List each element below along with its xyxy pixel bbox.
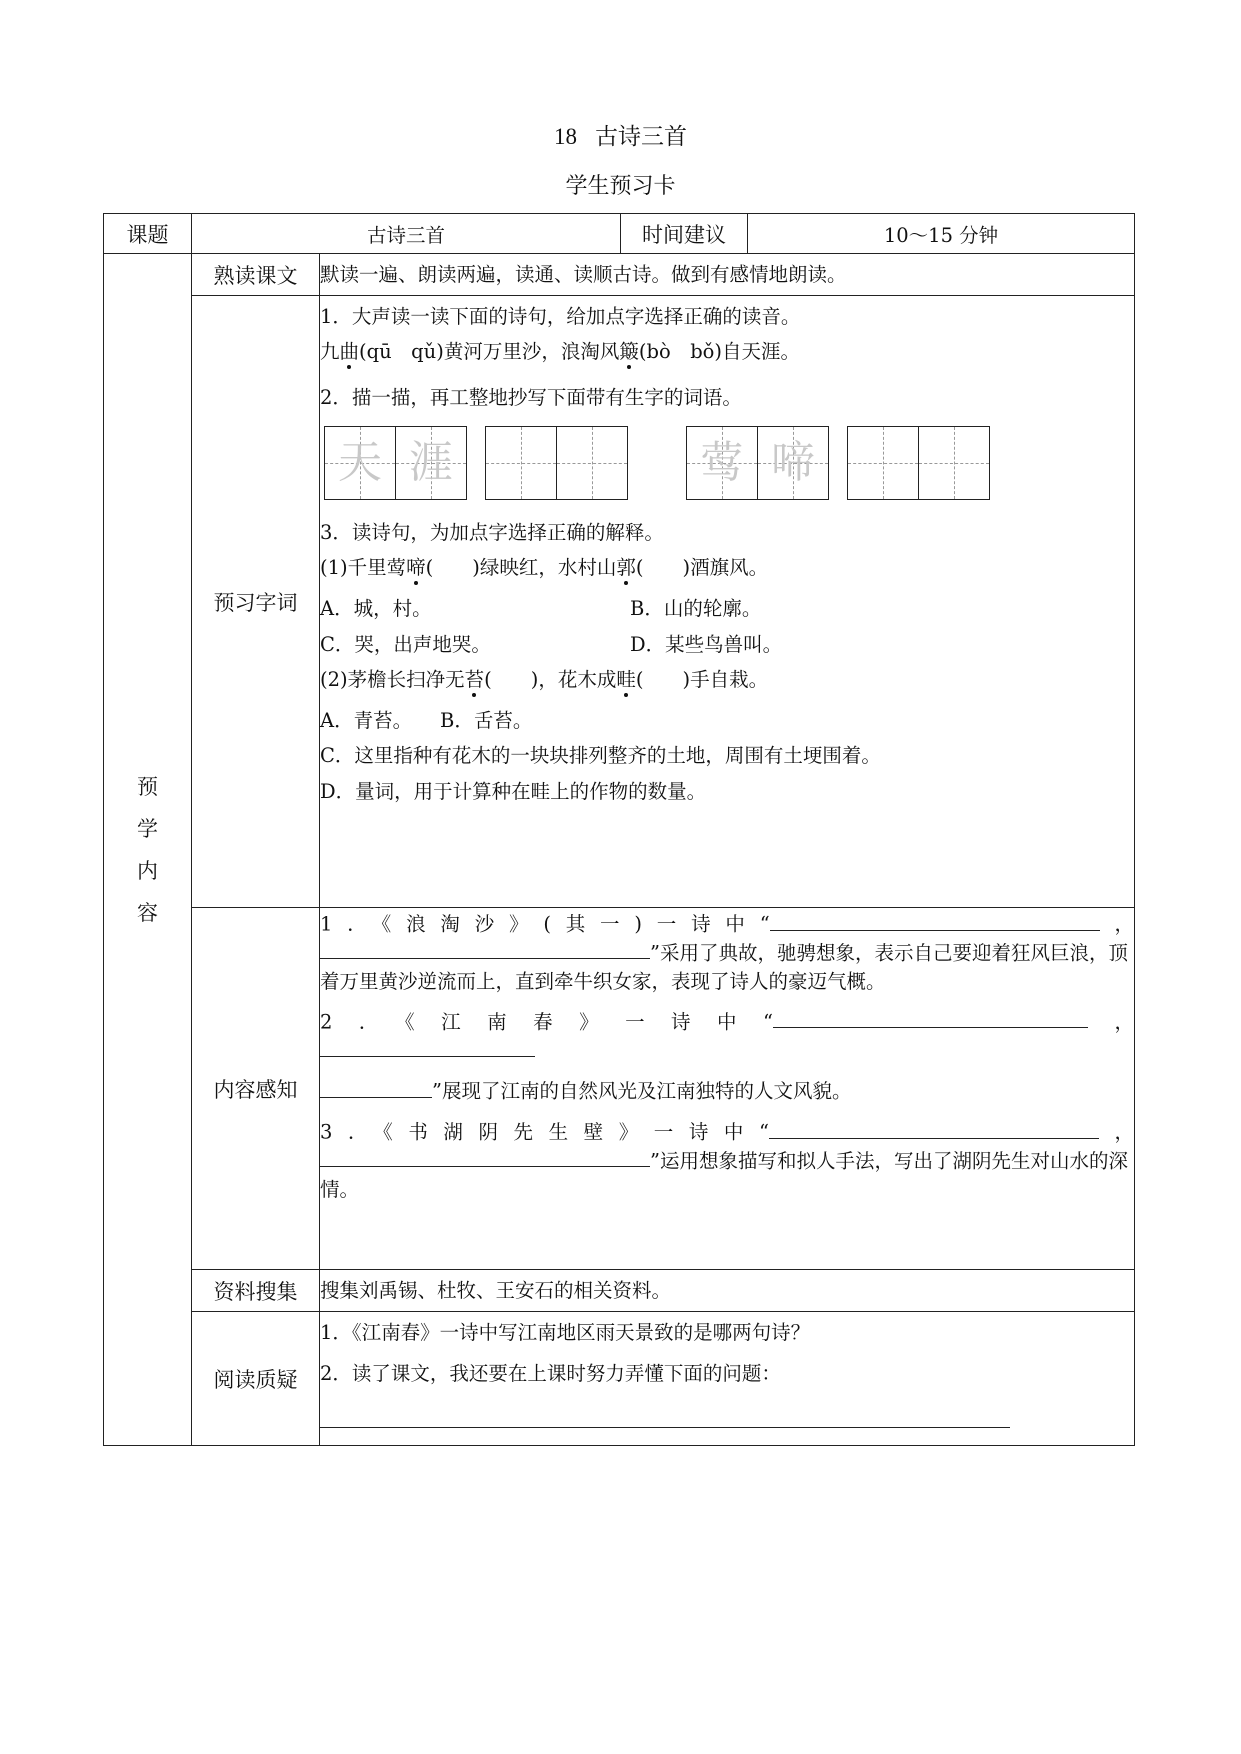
option: A．城，村。 — [320, 597, 432, 621]
topic-value: 古诗三首 — [192, 214, 621, 254]
side-label — [104, 254, 192, 1446]
content-item-1 — [320, 910, 1134, 996]
poem-text: ( )，花木成 — [484, 667, 617, 691]
grid-cell[interactable] — [758, 427, 828, 499]
options-row-3 — [320, 706, 1134, 735]
option: C．哭，出声地哭。 — [320, 632, 491, 656]
lesson-number: 18 — [554, 124, 577, 149]
item-text: ”展现了江南的自然风光及江南独特的人文风貌。 — [432, 1079, 852, 1103]
option-c2: C．这里指种有花木的一块块排列整齐的土地，周围有土埂围着。 — [320, 744, 881, 768]
vocab-q1: 1．大声读一读下面的诗句，给加点字选择正确的读音。 — [320, 305, 801, 328]
grid-cell[interactable] — [687, 427, 758, 499]
trace-char: 啼 — [771, 436, 815, 488]
answer-blank[interactable] — [320, 1147, 650, 1168]
option: A．青苔。 — [320, 709, 413, 732]
answer-blank[interactable] — [320, 1037, 535, 1058]
grid-cell[interactable] — [919, 427, 989, 499]
poem-text: (2)茅檐长扫净无 — [320, 667, 465, 691]
trace-char: 莺 — [700, 436, 744, 488]
option: D．某些鸟兽叫。 — [630, 632, 783, 656]
side-char: 容 — [137, 900, 158, 925]
preview-card-table — [103, 213, 1135, 1446]
answer-line[interactable] — [320, 1407, 1010, 1428]
answer-blank[interactable] — [770, 910, 1100, 931]
materials-label: 资料搜集 — [192, 1270, 320, 1312]
poem-text: (qū qǔ)黄河万里沙，浪淘风 — [359, 340, 620, 364]
punct: ， — [1098, 1120, 1134, 1144]
options-row-1 — [320, 594, 1134, 623]
dotted-char: 曲 — [339, 340, 360, 364]
dotted-char: 啼 — [406, 556, 426, 579]
content-items — [320, 908, 1135, 1270]
dotted-char: 苔 — [464, 667, 485, 691]
trace-char: 天 — [338, 436, 382, 488]
option-d2: D．量词，用于计算种在畦上的作物的数量。 — [320, 779, 707, 803]
poem-text: 九 — [320, 340, 340, 364]
item-text: 1．《浪淘沙》(其一)一诗中“ — [320, 912, 770, 936]
answer-blank[interactable] — [320, 1077, 432, 1098]
poem-text: ( )手自栽。 — [635, 667, 769, 691]
materials-text: 搜集刘禹锡、杜牧、王安石的相关资料。 — [320, 1270, 1135, 1312]
vocab-q2: 2．描一描，再工整地抄写下面带有生字的词语。 — [320, 385, 742, 409]
dotted-char: 簸 — [619, 340, 639, 364]
side-char: 预 — [137, 774, 158, 799]
content-item-3 — [320, 1118, 1134, 1204]
content-item-2 — [320, 1008, 1134, 1106]
card-subtitle: 学生预习卡 — [565, 174, 676, 199]
lesson-title: 古诗三首 — [595, 124, 687, 150]
answer-blank[interactable] — [320, 939, 650, 960]
time-label: 时间建议 — [621, 214, 748, 254]
poem-text: (bò bǒ)自天涯。 — [638, 340, 801, 364]
poem-text: ( )酒旗风。 — [635, 556, 769, 579]
reading-label: 熟读课文 — [192, 254, 320, 296]
vocab-label: 预习字词 — [192, 296, 320, 908]
item-text: ”采用了典故，驰骋想象，表示自己要迎着狂风巨浪，顶着万里黄沙逆流而上，直到牵牛织女家，表现了诗人的豪迈气概。 — [320, 941, 1128, 993]
vocab-q1-poem — [320, 337, 1134, 366]
side-char: 学 — [137, 816, 158, 841]
vocab-q3b — [320, 665, 1134, 694]
question-2: 2．读了课文，我还要在上课时努力弄懂下面的问题： — [320, 1362, 781, 1386]
vocab-q3a — [320, 553, 1134, 582]
trace-char: 涯 — [409, 436, 453, 488]
option: B．山的轮廓。 — [630, 597, 762, 621]
time-value: 10～15 分钟 — [748, 214, 1135, 254]
write-grid-1[interactable] — [485, 426, 628, 500]
grid-cell[interactable] — [486, 427, 557, 499]
dotted-char: 郭 — [616, 556, 636, 579]
poem-text: ( )绿映红，水村山 — [425, 556, 617, 579]
grid-cell[interactable] — [557, 427, 627, 499]
vocab-content — [320, 296, 1135, 908]
question-1: 1．《江南春》一诗中写江南地区雨天景致的是哪两句诗？ — [320, 1321, 811, 1344]
punct: ， — [1088, 1010, 1134, 1034]
side-char: 内 — [137, 858, 158, 883]
grid-cell[interactable] — [396, 427, 466, 499]
writing-grids — [324, 426, 1134, 500]
trace-grid-2[interactable] — [686, 426, 829, 500]
option: B．舌苔。 — [440, 709, 533, 732]
dotted-char: 畦 — [616, 667, 636, 691]
topic-label: 课题 — [104, 214, 192, 254]
content-label: 内容感知 — [192, 908, 320, 1270]
item-text: ”运用想象描写和拟人手法，写出了湖阴先生对山水的深情。 — [320, 1149, 1128, 1201]
punct: ， — [1099, 912, 1134, 936]
grid-cell[interactable] — [325, 427, 396, 499]
trace-grid-1[interactable] — [324, 426, 467, 500]
reading-text: 默读一遍、朗读两遍，读通、读顺古诗。做到有感情地朗读。 — [320, 254, 1135, 296]
answer-blank[interactable] — [769, 1118, 1099, 1139]
item-text: 2．《江南春》一诗中“ — [320, 1010, 773, 1034]
questions-content — [320, 1312, 1135, 1446]
lesson-heading — [0, 118, 1241, 151]
item-text: 3．《书湖阴先生壁》一诗中“ — [320, 1120, 769, 1144]
vocab-q3: 3．读诗句，为加点字选择正确的解释。 — [320, 520, 664, 544]
write-grid-2[interactable] — [847, 426, 990, 500]
poem-text: (1)千里莺 — [320, 556, 407, 579]
options-row-2 — [320, 630, 1134, 659]
grid-cell[interactable] — [848, 427, 919, 499]
questions-label: 阅读质疑 — [192, 1312, 320, 1446]
answer-blank[interactable] — [773, 1008, 1088, 1029]
